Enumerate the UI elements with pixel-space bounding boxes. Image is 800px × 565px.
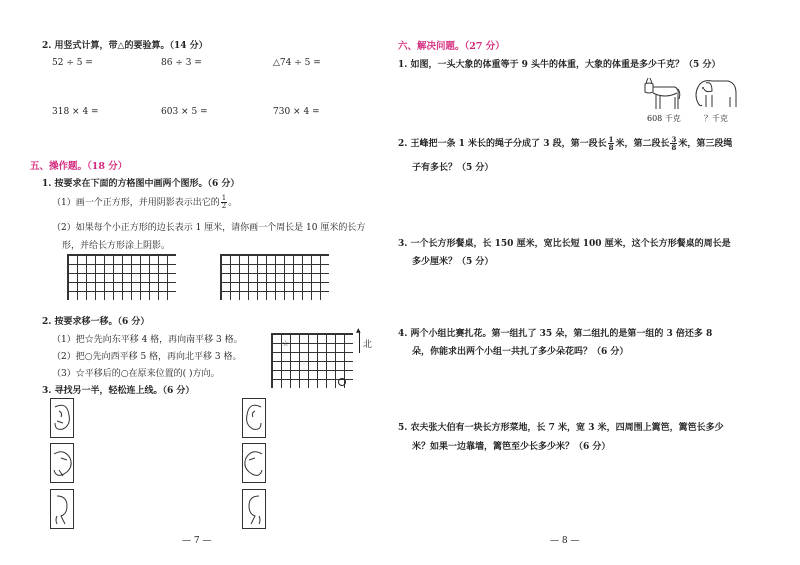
- bird-half-icon: [51, 444, 73, 482]
- s6-q2-line1: 2. 王峰把一条 1 米长的绳子分成了 3 段，第一段长 $\frac{1}{8}$ 米，第二段长 $\frac{3}{8}$ 米，第三段绳: [398, 135, 733, 152]
- fraction-half: $\frac{1}{2}$: [221, 194, 227, 210]
- s6-q2-line2: 子有多长？（5 分）: [412, 163, 494, 173]
- calc-item: 52 ÷ 5 =: [52, 58, 93, 68]
- half-picture-card[interactable]: [242, 489, 266, 529]
- s6-q5-line2: 米？如果一边靠墙，篱笆至少长多少米？（6 分）: [412, 442, 611, 452]
- bird-half-icon: [243, 444, 265, 482]
- elephant-weight-label: ？千克: [704, 114, 728, 123]
- cow-icon: [640, 75, 684, 111]
- section-6-title: 六、解决问题。（27 分）: [398, 41, 505, 52]
- s6-q4-line2: 朵，你能求出两个小组一共扎了多少朵花吗？（6 分）: [412, 347, 629, 357]
- star-icon: ☆: [282, 339, 290, 348]
- s5-q1-sub2a: （2）如果每个小正方形的边长表示 1 厘米，请你画一个周长是 10 厘米的长方: [52, 223, 366, 233]
- s5-q1-sub2b: 形，并给长方形涂上阴影。: [62, 241, 171, 251]
- s5-q3-title: 3. 寻找另一半，轻松连上线。（6 分）: [42, 386, 195, 396]
- page-number-right: — 8 —: [550, 536, 580, 546]
- s6-q3-line1: 3. 一个长方形餐桌，长 150 厘米，宽比长短 100 厘米，这个长方形餐桌的周长是: [398, 239, 731, 249]
- half-picture-card[interactable]: [50, 398, 74, 438]
- calc-item: △74 ÷ 5 =: [273, 58, 321, 68]
- fraction-three-eighths: $\frac{3}{8}$: [671, 135, 677, 152]
- s5-q1-sub1: （1）画一个正方形，并用阴影表示出它的 $\frac{1}{2}$ 。: [52, 194, 238, 210]
- square-grid-right[interactable]: [220, 254, 329, 300]
- section-5-title: 五、操作题。（18 分）: [30, 161, 128, 172]
- calc-item: 318 × 4 =: [52, 107, 99, 117]
- calc-item: 730 × 4 =: [273, 107, 320, 117]
- s6-q5-line1: 5. 农夫张大伯有一块长方形菜地，长 7 米，宽 3 米，四周围上篱笆，篱笆长多少: [398, 423, 724, 433]
- calc-item: 86 ÷ 3 =: [161, 58, 202, 68]
- square-grid-left[interactable]: [67, 254, 176, 300]
- calc-item: 603 × 5 =: [161, 107, 208, 117]
- north-label: 北: [363, 340, 373, 350]
- s5-q2-title: 2. 按要求移一移。（6 分）: [42, 317, 150, 327]
- half-picture-card[interactable]: [50, 489, 74, 529]
- s5-q2-sub2: （2）把○先向西平移 5 格，再向北平移 3 格。: [52, 352, 242, 362]
- half-picture-card[interactable]: [242, 398, 266, 438]
- person-half-icon: [243, 490, 265, 528]
- person-half-icon: [51, 490, 73, 528]
- s5-q2-sub1: （1）把☆先向东平移 4 格，再向南平移 3 格。: [52, 335, 243, 345]
- elephant-icon: [692, 77, 740, 111]
- q2-calc-title: 2. 用竖式计算，带△的要验算。（14 分）: [42, 41, 208, 51]
- s5-q1-title: 1. 按要求在下面的方格图中画两个图形。（6 分）: [42, 179, 240, 189]
- half-picture-card[interactable]: [242, 443, 266, 483]
- animal-half-icon: [243, 399, 265, 437]
- s6-q1-text: 1. 如图，一头大象的体重等于 9 头牛的体重，大象的体重是多少千克？（5 分）: [398, 60, 721, 70]
- north-arrow-line: [359, 331, 360, 353]
- s5-q2-sub3: （3）☆平移后的○在原来位置的( )方向。: [52, 369, 220, 379]
- move-grid[interactable]: [271, 333, 353, 388]
- page-number-left: — 7 —: [182, 536, 212, 546]
- north-arrow-icon: ▲: [356, 327, 361, 334]
- half-picture-card[interactable]: [50, 443, 74, 483]
- circle-icon: [338, 378, 346, 386]
- s6-q3-line2: 多少厘米？（5 分）: [412, 257, 494, 267]
- cow-weight-label: 608 千克: [647, 114, 681, 123]
- s6-q4-line1: 4. 两个小组比赛扎花。第一组扎了 35 朵，第二组扎的是第一组的 3 倍还多 8: [398, 329, 713, 339]
- fraction-one-eighth: $\frac{1}{8}$: [608, 135, 614, 152]
- animal-half-icon: [51, 399, 73, 437]
